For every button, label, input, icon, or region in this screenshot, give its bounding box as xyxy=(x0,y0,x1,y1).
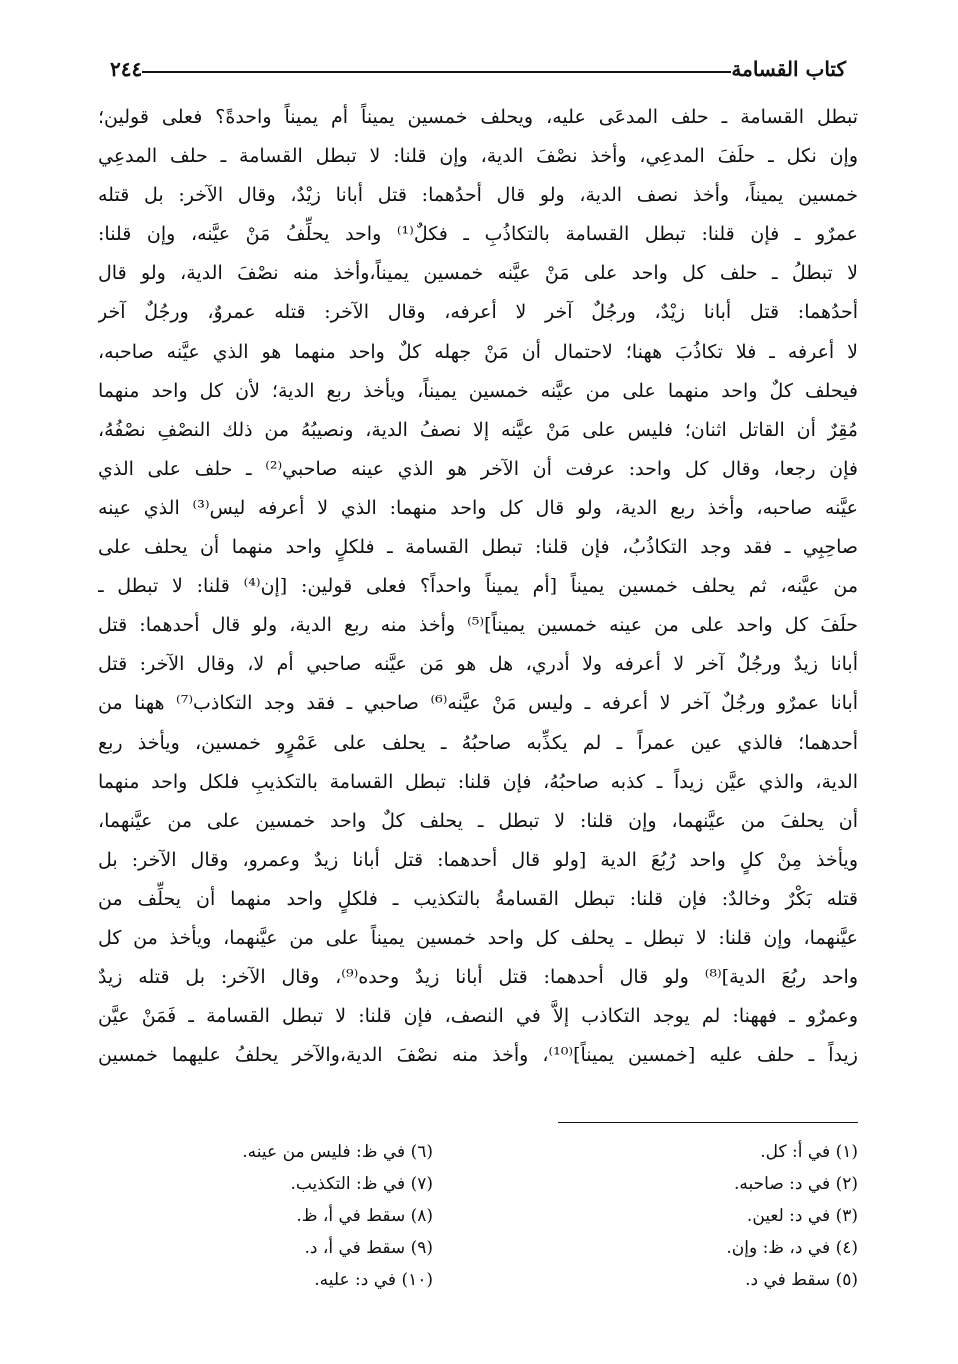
text-line: زيداً ـ حلف عليه [خمسين يميناً]⁽¹⁰⁾، وأخذ منه نصْفَ الدية،والآخر يحلفُ عليهما خمسين xyxy=(98,1044,858,1067)
footnote: (٩) سقط في أ، د. xyxy=(304,1238,433,1258)
text-line: قتله بَكْرٌ وخالدٌ: فإن قلنا: تبطل القسامةُ بالتكذيب ـ فلكلٍ واحد منهما أن يحلِّف من xyxy=(98,887,858,910)
footnote: (٧) في ظ: التكذيب. xyxy=(290,1174,433,1194)
text-line: حلَفَ كل واحد على من عينه خمسين يميناً]⁽⁵⁾ وأخذ منه ربع الدية، ولو قال أحدهما: قتل xyxy=(98,614,858,637)
footnotes xyxy=(98,1136,858,1306)
text-line: واحد ربُعَ الدية]⁽⁸⁾ ولو قال أحدهما: قتل أبانا زيدٌ وحده⁽⁹⁾، وقال الآخر: بل قتله زيدٌ xyxy=(98,966,858,989)
page-header xyxy=(98,52,858,86)
footnote: (٥) سقط في د. xyxy=(745,1270,858,1290)
footnote: (٨) سقط في أ، ظ. xyxy=(296,1206,433,1226)
footnote: (٢) في د: صاحبه. xyxy=(734,1174,858,1194)
page-number: ٢٤٤ xyxy=(110,57,143,81)
text-line: عيَّنهما، وإن قلنا: لا تبطل ـ يحلف كل واحد خمسين يميناً على من عيَّنهما، ويأخذ من كل xyxy=(98,926,858,949)
text-line: عيَّنه صاحبه، وأخذ ربع الدية، ولو قال كل واحد منهما: الذي لا أعرفه ليس⁽³⁾ الذي عينه xyxy=(98,496,858,519)
text-line: فيحلف كلٌ واحد منهما على من عيَّنه خمسين يميناً، ويأخذ ربع الدية؛ لأن كل واحد منهما xyxy=(98,379,858,402)
text-line: لا أعرفه ـ فلا تكاذُبَ ههنا؛ لاحتمال أن مَنْ جهله كلٌ واحد منهما هو الذي عيَّنه صاحبه، xyxy=(98,340,858,363)
footnote: (٤) في د، ظ: وإن. xyxy=(726,1238,858,1258)
text-line: ويأخذ مِنْ كلٍ واحد رُبُعَ الدية [ولو قال أحدهما: قتل أبانا زيدٌ وعمرو، وقال الآخر: بل xyxy=(98,848,858,871)
text-line: أحدُهما: قتل أبانا زيْدٌ، ورجُلٌ آخر لا أعرفه، وقال الآخر: قتله عمروٌ، ورجُلٌ آخر xyxy=(98,301,858,324)
text-line: تبطل القسامة ـ حلف المدعَى عليه، ويحلف خمسين يميناً أم يميناً واحدةً؟ فعلى قولين؛ xyxy=(98,106,858,128)
footnotes-column-2 xyxy=(98,1136,523,1306)
text-line: أن يحلفَ من عيَّنهما، وإن قلنا: لا تبطل ـ يحلف كلٌ واحد خمسين على من عيَّنهما، xyxy=(98,809,858,832)
text-line: عمرٌو ـ فإن قلنا: تبطل القسامة بالتكاذُبِ ـ فكلٌ⁽¹⁾ واحد يحلِّفُ مَنْ عيَّنه، وإن قلنا: xyxy=(98,223,858,246)
text-line: أبانا زيدٌ ورجُلٌ آخر لا أعرفه ولا أدري، هل هو مَن عيَّنه صاحبي أم لا، وقال الآخر: قتل xyxy=(98,653,858,676)
book-title: كتاب القسامة xyxy=(731,57,846,81)
footnote: (١) في أ: كل. xyxy=(760,1142,858,1162)
text-line: من عيَّنه، ثم يحلف خمسين يميناً [أم يميناً واحداً؟ فعلى قولين: [إن⁽⁴⁾ قلنا: لا تبطل ـ xyxy=(98,575,858,598)
main-text xyxy=(98,98,858,1075)
text-line: مُقِرٌ أن القاتل اثنان؛ فليس على مَنْ عيَّنه إلا نصفُ الدية، ونصيبُهُ من ذلك النصْفِ نصْفُهُ، xyxy=(98,418,858,441)
text-line: وإن نكل ـ حلَفَ المدعِي، وأخذ نصْفَ الدية، وإن قلنا: لا تبطل القسامة ـ حلف المدعِي xyxy=(98,145,858,168)
text-line: أبانا عمرٌو ورجُلٌ آخر لا أعرفه ـ وليس مَنْ عيَّنه⁽⁶⁾ صاحبي ـ فقد وجد التكاذب⁽⁷⁾ ههنا من xyxy=(98,692,858,715)
header-rule xyxy=(142,71,731,73)
footnote: (٦) في ظ: فليس من عينه. xyxy=(242,1142,433,1162)
text-line: فإن رجعا، وقال كل واحد: عرفت أن الآخر هو الذي عينه صاحبي⁽²⁾ ـ حلف على الذي xyxy=(98,457,858,480)
text-line: صاحِبِي ـ فقد وجد التكاذُبُ، فإن قلنا: تبطل القسامة ـ فلكلٍ واحد منهما أن يحلف على xyxy=(98,536,858,559)
footnote: (١٠) في د: عليه. xyxy=(314,1270,433,1290)
text-line: الدية، والذي عيَّن زيداً ـ كذبه صاحبُهُ، فإن قلنا: تبطل القسامة بالتكذيبِ فلكل واحد منهما xyxy=(98,770,858,793)
footnote-separator xyxy=(558,1122,858,1123)
text-line: خمسين يميناً، وأخذ نصف الدية، ولو قال أحدُهما: قتل أبانا زيْدٌ، وقال الآخر: بل قتله xyxy=(98,184,858,207)
footnote: (٣) في د: لعين. xyxy=(746,1206,858,1226)
footnotes-column-1 xyxy=(523,1136,858,1306)
text-line: أحدهما؛ فالذي عين عمراً ـ لم يكذِّبه صاحبُهُ ـ يحلف على عَمْرٍو خمسين، ويأخذ ربع xyxy=(98,731,858,754)
text-line: وعمرٌو ـ فههنا: لم يوجد التكاذب إلاَّ في النصف، فإن قلنا: لا تبطل القسامة ـ فَمَنْ عيَّن xyxy=(98,1005,858,1028)
text-line: لا تبطلُ ـ حلف كل واحد على مَنْ عيَّنه خمسين يميناً،وأخذ منه نصْفَ الدية، ولو قال xyxy=(98,262,858,285)
